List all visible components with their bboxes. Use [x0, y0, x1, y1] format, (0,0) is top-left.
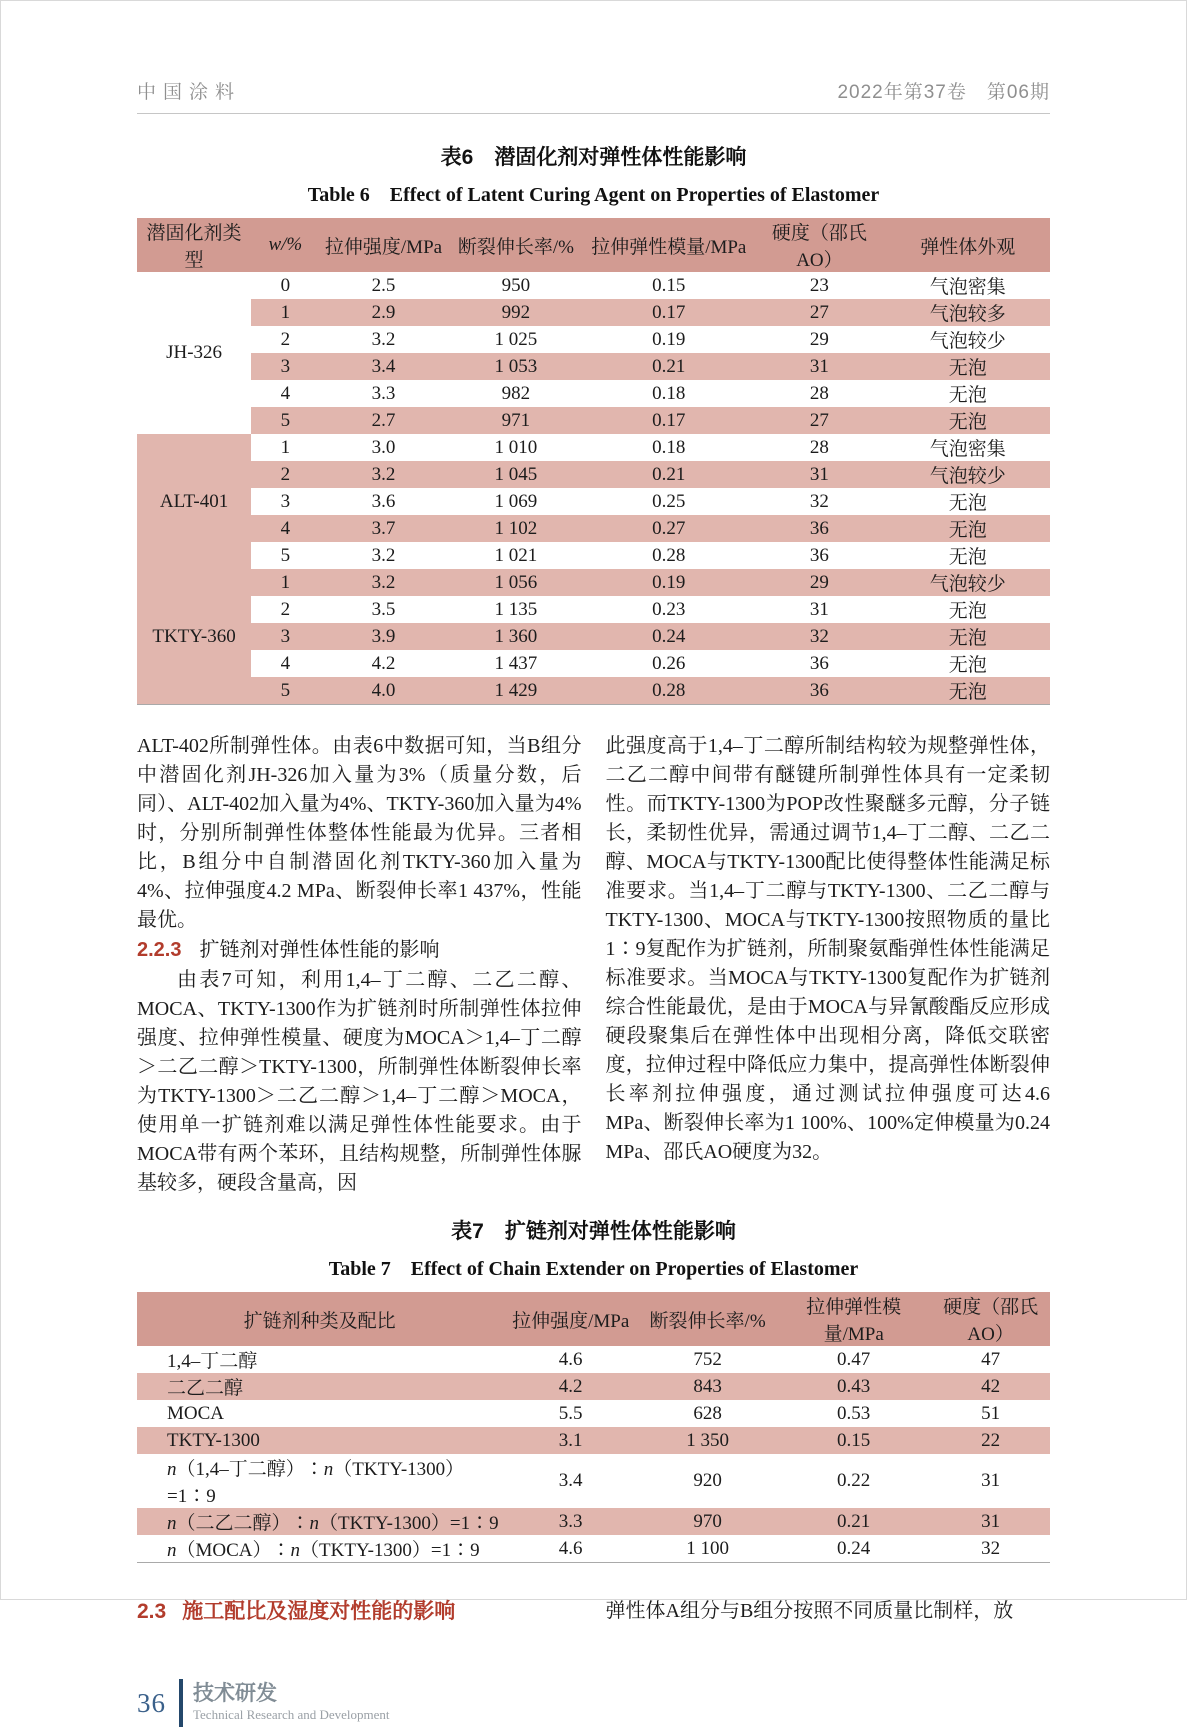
paragraph: 弹性体A组分与B组分按照不同质量比制样，放	[605, 1600, 1014, 1622]
section-title: 施工配比及湿度对性能的影响	[182, 1600, 456, 1623]
table-row	[137, 380, 1050, 407]
table-cell: 32	[809, 490, 829, 512]
table-cell: 0.47	[837, 1348, 871, 1370]
table-cell: 气泡密集	[929, 439, 1006, 460]
table-cell: 3.2	[371, 544, 396, 566]
table-cell: 51	[981, 1402, 1001, 1424]
table-cell: 0.18	[652, 436, 686, 458]
table-cell: 无泡	[886, 677, 1050, 705]
table-row	[137, 407, 1050, 434]
table7-caption-zh: 表7 扩链剂对弹性体性能影响	[451, 1220, 736, 1243]
table-cell: 27	[753, 299, 885, 326]
column-header: 硬度（邵氏AO）	[753, 218, 885, 272]
table-cell: 3.1	[502, 1427, 639, 1454]
table-cell: 752	[693, 1348, 722, 1370]
table-cell: 1 102	[447, 515, 584, 542]
table-cell: 0.23	[652, 598, 686, 620]
table-cell: 36	[809, 652, 829, 674]
row-label: 1,4–丁二醇	[167, 1351, 258, 1372]
table-cell: 2	[251, 461, 319, 488]
table-cell: 3.7	[320, 515, 448, 542]
table-cell: 1 350	[639, 1427, 776, 1454]
table-cell: 1 045	[447, 461, 584, 488]
table-cell: 3.3	[502, 1508, 639, 1535]
table6-caption-en: Table 6 Effect of Latent Curing Agent on Properties of Elastomer	[307, 184, 880, 206]
table-row	[137, 650, 1050, 677]
table-cell: 4	[280, 652, 291, 674]
section-number: 2.3	[137, 1600, 167, 1623]
body-columns	[137, 732, 1050, 1198]
table-cell: 0.21	[776, 1508, 931, 1535]
running-head	[137, 1, 1050, 114]
table-cell: 982	[501, 382, 531, 404]
table-cell: 无泡	[886, 407, 1050, 434]
table-cell: 3.2	[320, 461, 448, 488]
table-row	[137, 326, 1050, 353]
table-cell: 1 135	[494, 598, 538, 620]
table-cell: 1 053	[447, 353, 584, 380]
table-cell: 1	[251, 299, 319, 326]
table-cell: 气泡较多	[886, 299, 1050, 326]
table-cell: 32	[753, 623, 885, 650]
table-cell: 4.6	[558, 1348, 583, 1370]
table-cell: 3	[251, 623, 319, 650]
footer-labels	[193, 1682, 390, 1724]
table-row	[137, 299, 1050, 326]
column-header: 拉伸弹性模量/MPa	[584, 218, 753, 272]
table6-header	[137, 218, 1050, 272]
table-cell: 2.5	[371, 274, 396, 296]
column-header: 弹性体外观	[886, 218, 1050, 272]
table-cell: 0.26	[652, 652, 686, 674]
row-label: TKTY-1300	[137, 1427, 502, 1454]
table-row	[137, 488, 1050, 515]
table-cell: 气泡较少	[886, 461, 1050, 488]
table-cell: 1 025	[494, 328, 538, 350]
table7-body	[137, 1346, 1050, 1563]
table-cell: 2.7	[320, 407, 448, 434]
table-cell: 31	[981, 1470, 1001, 1491]
page-number: 36	[137, 1687, 166, 1718]
section-2-2-3-heading	[137, 936, 582, 965]
table-row	[137, 1373, 1050, 1400]
table7-header	[137, 1292, 1050, 1346]
table-row	[137, 353, 1050, 380]
table-row	[137, 272, 1050, 299]
table-cell: 无泡	[948, 601, 987, 622]
table-row	[137, 1346, 1050, 1373]
table6-caption-zh: 表6 潜固化剂对弹性体性能影响	[440, 146, 747, 169]
group-label: TKTY-360	[137, 569, 251, 705]
table-cell: 1 069	[494, 490, 538, 512]
table-cell: 无泡	[948, 385, 987, 406]
table-cell: 628	[693, 1402, 722, 1424]
table-cell: 4.2	[502, 1373, 639, 1400]
row-label: 二乙二醇	[137, 1373, 502, 1400]
table-cell: 1 360	[447, 623, 584, 650]
table-cell: 3.0	[371, 436, 396, 458]
table-row	[137, 1400, 1050, 1427]
column-header: 拉伸弹性模量/MPa	[776, 1292, 931, 1346]
column-header: 扩链剂种类及配比	[137, 1292, 502, 1346]
journal-name: 中国涂料	[137, 82, 242, 103]
paragraph: 此强度高于1,4–丁二醇所制结构较为规整弹性体，二乙二醇中间带有醚键所制弹性体具有一定柔韧性。而TKTY-1300为POP改性聚醚多元醇，分子链长，柔韧性优异，需通过调节1,4–丁二醇、二乙二醇、MOCA与TKTY-1300配比使得整体性能满足标准要求。当1,4–丁二醇与TKTY-1300、二乙二醇与TKTY-1300、MOCA与TKTY-1300按照物质的量比1∶9复配作为扩链剂，所制聚氨酯弹性体性能满足标准要求。当MOCA与TKTY-1300复配作为扩链剂综合性能最优，是由于MOCA与异氰酸酯反应形成硬段聚集后在弹性体中出现相分离，降低交联密度，拉伸过程中降低应力集中，提高弹性体断裂伸长率剂拉伸强度，通过测试拉伸强度可达4.6 MPa、断裂伸长率为1 100%、100%定伸模量为0.24 MPa、邵氏AO硬度为32。	[605, 735, 1050, 1163]
table-cell: 28	[809, 382, 829, 404]
table-cell: 2.9	[320, 299, 448, 326]
table-cell: 47	[981, 1348, 1001, 1370]
table-row	[137, 434, 1050, 461]
table-cell: 4.2	[371, 652, 396, 674]
table-cell: 32	[981, 1537, 1001, 1559]
table-cell: 无泡	[886, 623, 1050, 650]
table-cell: 0.15	[652, 274, 686, 296]
issue-info: 2022年第37卷 第06期	[837, 82, 1050, 103]
table-cell: 0.15	[776, 1427, 931, 1454]
table-cell: 0.28	[584, 677, 753, 705]
bottom-section	[137, 1597, 1050, 1627]
table-cell: 950	[501, 274, 531, 296]
group-label: ALT-401	[137, 434, 251, 569]
table-cell: 3.5	[371, 598, 396, 620]
table-cell: 29	[753, 569, 885, 596]
table-row	[137, 623, 1050, 650]
table-cell: 1 429	[447, 677, 584, 705]
table-row	[137, 677, 1050, 705]
table-cell: 0.27	[584, 515, 753, 542]
table-cell: 3.4	[320, 353, 448, 380]
page-content	[137, 1, 1050, 1727]
table-cell: 31	[809, 598, 829, 620]
column-header: 潜固化剂类型	[137, 218, 251, 272]
table-cell: 4.0	[320, 677, 448, 705]
table-cell: 5	[251, 407, 319, 434]
column-header: 拉伸强度/MPa	[320, 218, 448, 272]
footer-label-en: Technical Research and Development	[193, 1707, 390, 1722]
table-cell: 1 021	[494, 544, 538, 566]
table-cell: 970	[639, 1508, 776, 1535]
table-cell: 0.22	[837, 1470, 871, 1491]
table-cell: 0.21	[584, 461, 753, 488]
column-header: w/%	[251, 218, 319, 272]
table-cell: 1 100	[686, 1537, 729, 1559]
table-row	[137, 1508, 1050, 1535]
latent-curing-agent-table	[137, 218, 1050, 705]
table-cell: 气泡较少	[886, 569, 1050, 596]
table-cell: 2	[280, 598, 291, 620]
table-cell: 气泡较少	[929, 331, 1006, 352]
table-cell: 1	[280, 436, 291, 458]
table-cell: 22	[931, 1427, 1050, 1454]
table-cell: 0.53	[837, 1402, 871, 1424]
section-number: 2.2.3	[137, 939, 182, 961]
table-row	[137, 1454, 1050, 1508]
column-header: 断裂伸长率/%	[447, 218, 584, 272]
table-cell: 0.21	[584, 353, 753, 380]
table-cell: 无泡	[948, 655, 987, 676]
table-cell: 3.3	[371, 382, 396, 404]
chain-extender-table	[137, 1292, 1050, 1563]
row-label: n（二乙二醇）∶n（TKTY-1300）=1∶9	[137, 1508, 502, 1535]
table-cell: 气泡密集	[929, 277, 1006, 298]
section-title: 扩链剂对弹性体性能的影响	[199, 939, 440, 961]
table-cell: 5	[251, 677, 319, 705]
table-cell: 23	[809, 274, 829, 296]
table-cell: 0.25	[652, 490, 686, 512]
table-row	[137, 1427, 1050, 1454]
table-cell: 无泡	[948, 493, 987, 514]
paragraph: ALT-402所制弹性体。由表6中数据可知，当B组分中潜固化剂JH-326加入量为3%（质量分数，后同）、ALT-402加入量为4%、TKTY-360加入量为4%时，分别所制弹性体整体性能最为优异。三者相比，B组分中自制潜固化剂TKTY-360加入量为4%、拉伸强度4.2 MPa、断裂伸长率1 437%，性能最优。	[137, 735, 582, 931]
table-row	[137, 569, 1050, 596]
table-cell: 0.24	[837, 1537, 871, 1559]
table-cell: 28	[809, 436, 829, 458]
group-label: JH-326	[137, 272, 251, 434]
table-cell: 0.28	[652, 544, 686, 566]
table-row	[137, 542, 1050, 569]
table-cell: 29	[809, 328, 829, 350]
paragraph: 由表7可知，利用1,4–丁二醇、二乙二醇、MOCA、TKTY-1300作为扩链剂时所制弹性体拉伸强度、拉伸弹性模量、硬度为MOCA＞1,4–丁二醇＞二乙二醇＞TKTY-1300，所制弹性体断裂伸长率为TKTY-1300＞二乙二醇＞1,4–丁二醇＞MOCA，使用单一扩链剂难以满足弹性体性能要求。由于MOCA带有两个苯环，且结构规整，所制弹性体脲基较多，硬段含量高，因	[137, 969, 582, 1194]
table6-body	[137, 272, 1050, 705]
table-cell: 3.9	[320, 623, 448, 650]
table-cell: 843	[639, 1373, 776, 1400]
footer-label-zh: 技术研发	[193, 1682, 277, 1705]
table7-caption-en: Table 7 Effect of Chain Extender on Properties of Elastomer	[328, 1258, 859, 1280]
table-cell: 1 010	[494, 436, 538, 458]
table-cell: 无泡	[948, 547, 987, 568]
table-cell: 971	[447, 407, 584, 434]
table-row	[137, 596, 1050, 623]
table-cell: 0.18	[652, 382, 686, 404]
table-cell: 4	[251, 515, 319, 542]
column-header: 硬度（邵氏AO）	[931, 1292, 1050, 1346]
table-cell: 36	[809, 544, 829, 566]
row-label: n（1,4–丁二醇）∶n（TKTY-1300）=1∶9	[167, 1459, 465, 1507]
table-cell: 3	[280, 490, 291, 512]
table-cell: 0.17	[584, 407, 753, 434]
column-header: 断裂伸长率/%	[639, 1292, 776, 1346]
table-cell: 0.19	[652, 328, 686, 350]
table-cell: 5.5	[558, 1402, 583, 1424]
row-label: MOCA	[167, 1402, 225, 1424]
table-cell: 0	[280, 274, 291, 296]
table-cell: 992	[447, 299, 584, 326]
table-cell: 36	[753, 515, 885, 542]
table-cell: 无泡	[886, 353, 1050, 380]
table-cell: 无泡	[886, 515, 1050, 542]
table-cell: 31	[753, 461, 885, 488]
left-column	[137, 732, 582, 1198]
table-cell: 0.24	[584, 623, 753, 650]
table-cell: 0.43	[776, 1373, 931, 1400]
footer-divider-bar	[179, 1679, 183, 1727]
row-label: n（MOCA）∶n（TKTY-1300）=1∶9	[167, 1540, 480, 1561]
right-column	[606, 732, 1051, 1198]
table-cell: 4	[280, 382, 291, 404]
table-row	[137, 1535, 1050, 1563]
table-cell: 3.4	[558, 1470, 583, 1491]
table-cell: 920	[693, 1470, 722, 1491]
table-cell: 0.17	[584, 299, 753, 326]
table-cell: 2	[280, 328, 291, 350]
table-cell: 3	[251, 353, 319, 380]
table-cell: 31	[753, 353, 885, 380]
table-cell: 1	[251, 569, 319, 596]
page-footer	[137, 1679, 1050, 1727]
table-cell: 1 056	[447, 569, 584, 596]
table-cell: 1 437	[494, 652, 538, 674]
column-header: 拉伸强度/MPa	[502, 1292, 639, 1346]
table-cell: 0.19	[584, 569, 753, 596]
table-cell: 4.6	[558, 1537, 583, 1559]
table-row	[137, 515, 1050, 542]
table-cell: 3.2	[320, 569, 448, 596]
table-cell: 3.6	[371, 490, 396, 512]
table-cell: 31	[931, 1508, 1050, 1535]
table-cell: 27	[753, 407, 885, 434]
table-cell: 3.2	[371, 328, 396, 350]
table-cell: 36	[753, 677, 885, 705]
table-cell: 42	[931, 1373, 1050, 1400]
table-row	[137, 461, 1050, 488]
section-2-3-heading	[137, 1597, 582, 1627]
table-cell: 5	[280, 544, 291, 566]
